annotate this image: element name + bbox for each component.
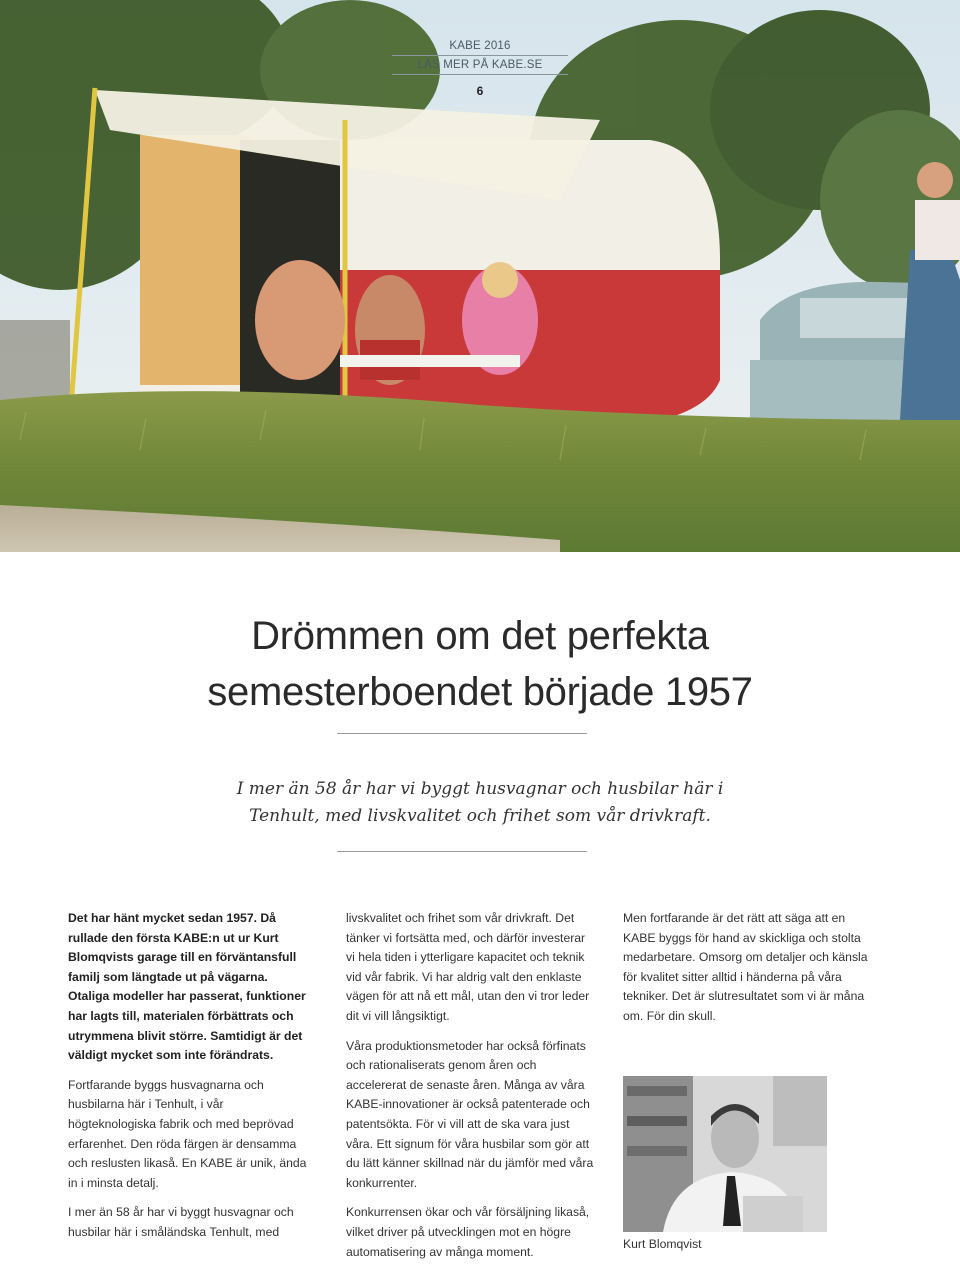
page-title xyxy=(0,608,960,720)
header-rule xyxy=(392,55,568,56)
paragraph: Men fortfarande är det rätt att säga att en KABE byggs för hand av skickliga och stolta medarbetare. Omsorg om detaljer och känsla för kvalitet sitter alltid i händerna på våra tekniker. Det är slutresultatet som vi är måna om. För din skull. xyxy=(623,911,868,1023)
read-more-link[interactable]: LÄS MER PÅ KABE.SE xyxy=(417,59,543,71)
header-block xyxy=(392,40,568,98)
header-rule xyxy=(392,74,568,75)
divider-top xyxy=(337,733,587,734)
text-column-1 xyxy=(68,909,312,1253)
page-number: 6 xyxy=(476,84,484,98)
paragraph: I mer än 58 år har vi byggt husvagnar och husbilar här i småländska Tenhult, med xyxy=(68,1205,294,1239)
subtitle xyxy=(180,776,780,830)
lead-paragraph: Det har hänt mycket sedan 1957. Då rullade den första KABE:n ut ur Kurt Blomqvists garage till en förväntansfull familj som längtade ut på vägarna. Otaliga modeller har passerat, funktioner har lagts till, materialen förbättrats och utrymmena blivit större. Samtidigt är det väldigt mycket som inte förändrats. xyxy=(68,911,306,1063)
paragraph: Våra produktionsmetoder har också förfinats och rationaliserats genom åren och accelererat de senaste åren. Många av våra KABE-innovationer är också patenterade och patentsökta. För vi vill att de ska vara just våra. Ett signum för våra husbilar som gör att du lätt känner skillnad när du jämför med våra konkurrenter. xyxy=(346,1038,594,1190)
title-line-2: semesterboendet började 1957 xyxy=(207,670,753,714)
text-column-2 xyxy=(346,909,596,1272)
portrait-caption: Kurt Blomqvist xyxy=(623,1237,702,1251)
subtitle-line-2: Tenhult, med livskvalitet och frihet som vår drivkraft. xyxy=(249,806,711,826)
portrait-photo xyxy=(623,1076,827,1232)
title-line-1: Drömmen om det perfekta xyxy=(251,614,709,658)
hero-photo xyxy=(0,0,960,552)
text-column-3 xyxy=(623,909,873,1037)
paragraph: Konkurrensen ökar och vår försäljning likaså, vilket driver på utvecklingen mot en högre automatisering av många moment. xyxy=(346,1205,590,1259)
paragraph: Fortfarande byggs husvagnarna och husbilarna här i Tenhult, i vår högteknologiska fabrik och med beprövad erfarenhet. Den röda färgen är densamma och reslusten likaså. En KABE är unik, ända in i minsta detalj. xyxy=(68,1077,307,1190)
subtitle-line-1: I mer än 58 år har vi byggt husvagnar och husbilar här i xyxy=(236,779,724,799)
paragraph: livskvalitet och frihet som vår drivkraft. Det tänker vi fortsätta med, och därför investerar vi hela tiden i ytterligare kapacitet och teknik vid vår fabrik. Vi har aldrig valt den enklaste vägen för att nå ett mål, utan den vi tror leder dit vi vill långsiktigt. xyxy=(346,911,590,1023)
magazine-label: KABE 2016 xyxy=(449,40,511,52)
divider-bottom xyxy=(337,851,587,852)
